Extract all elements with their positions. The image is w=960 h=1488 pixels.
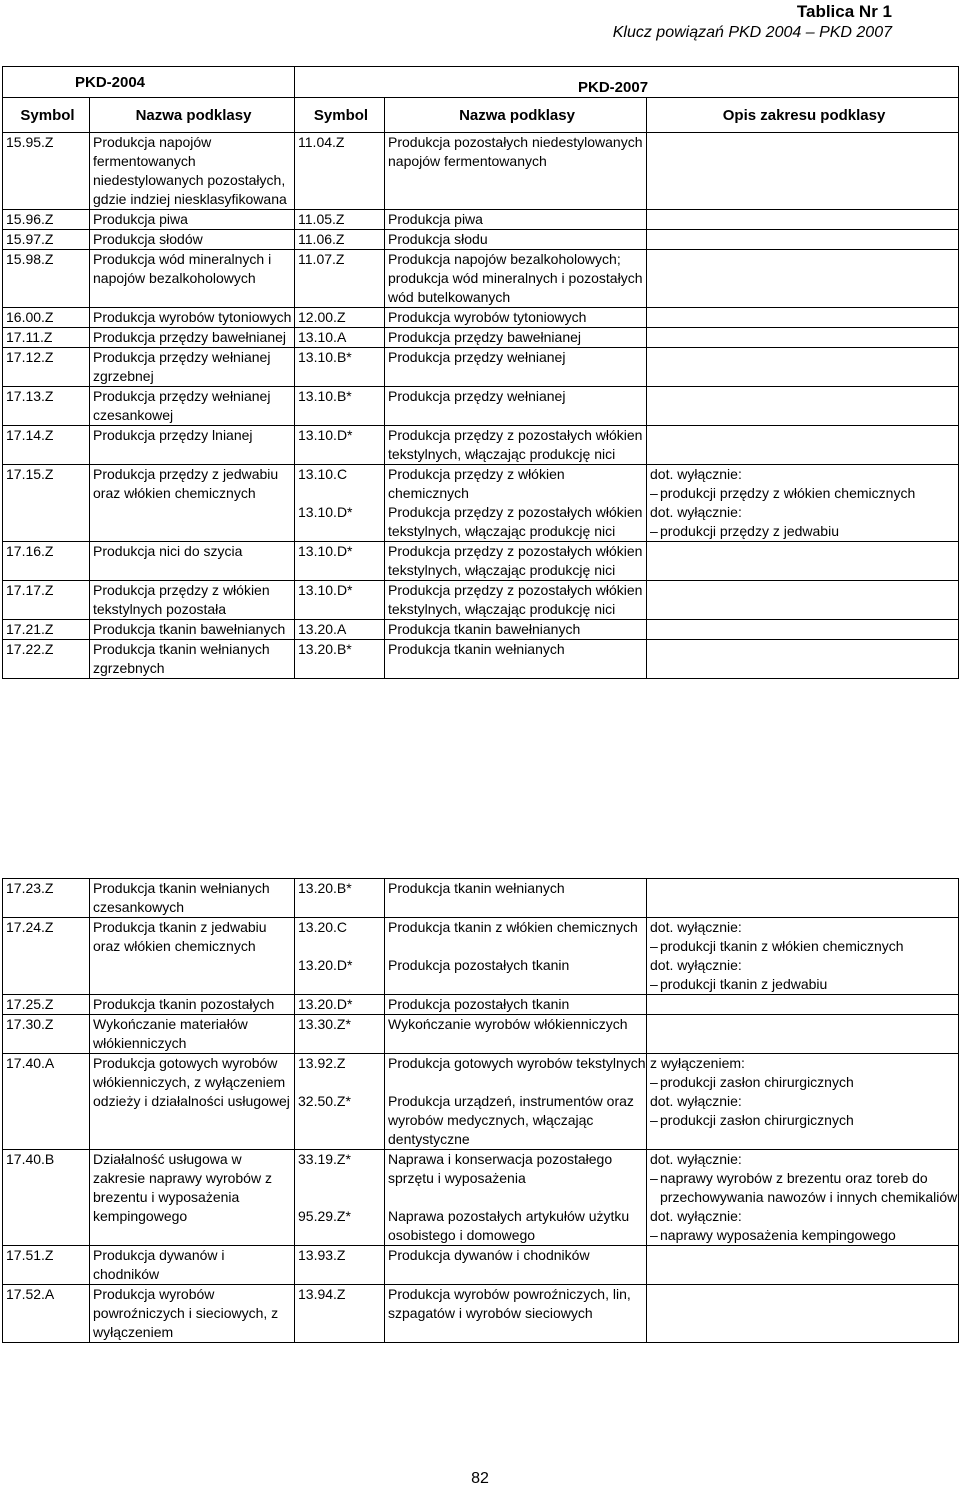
pkd-mapping-table [2, 66, 959, 679]
pkd2004-symbol: 17.13.Z [3, 387, 90, 426]
pkd2004-symbol: 17.15.Z [3, 465, 90, 542]
pkd2007-symbol: 13.10.D* [295, 503, 385, 542]
scope-description [647, 1285, 959, 1343]
pkd2007-name: Produkcja wyrobów powroźniczych, lin, szpagatów i wyrobów sieciowych [385, 1285, 647, 1343]
pkd2007-symbol: 13.20.D* [295, 956, 385, 995]
pkd2007-name: Naprawa i konserwacja pozostałego sprzętu i wyposażenia [385, 1150, 647, 1208]
pkd2004-name: Produkcja tkanin z jedwabiu oraz włókien chemicznych [90, 918, 295, 995]
scope-description [647, 426, 959, 465]
pkd2007-symbol: 13.10.C [295, 465, 385, 504]
table-row [3, 210, 959, 230]
scope-description [647, 581, 959, 620]
pkd2007-name: Produkcja gotowych wyrobów tekstylnych [385, 1054, 647, 1093]
pkd2007-symbol: 13.20.C [295, 918, 385, 957]
pkd2007-name: Produkcja przędzy bawełnianej [385, 328, 647, 348]
col-header-name-2007: Nazwa podklasy [385, 98, 647, 133]
table-row [3, 879, 959, 918]
scope-qualifier: z wyłączeniem: [650, 1055, 745, 1071]
pkd2007-symbol: 13.92.Z [295, 1054, 385, 1093]
pkd2007-symbol: 13.94.Z [295, 1285, 385, 1343]
document-title-block [613, 2, 892, 44]
pkd2004-symbol: 17.52.A [3, 1285, 90, 1343]
pkd2007-symbol: 11.05.Z [295, 210, 385, 230]
pkd2007-name: Produkcja przędzy z pozostałych włókien tekstylnych, włączając produkcję nici [385, 542, 647, 581]
pkd2007-name: Produkcja piwa [385, 210, 647, 230]
pkd2007-name: Produkcja pozostałych tkanin [385, 956, 647, 995]
scope-description [647, 465, 959, 504]
table-row [3, 620, 959, 640]
pkd2007-name: Produkcja napojów bezalkoholowych; produkcja wód mineralnych i pozostałych wód butelkowanych [385, 250, 647, 308]
scope-qualifier: dot. wyłącznie: [650, 1208, 742, 1224]
pkd2004-symbol: 17.22.Z [3, 640, 90, 679]
scope-item: – produkcji zasłon chirurgicznych [650, 1073, 958, 1092]
scope-qualifier: dot. wyłącznie: [650, 957, 742, 973]
pkd2007-name: Produkcja pozostałych tkanin [385, 995, 647, 1015]
pkd2004-name: Produkcja piwa [90, 210, 295, 230]
pkd2004-name: Produkcja tkanin wełnianych zgrzebnych [90, 640, 295, 679]
pkd2004-name: Produkcja przędzy wełnianej czesankowej [90, 387, 295, 426]
scope-qualifier: dot. wyłącznie: [650, 1151, 742, 1167]
pkd2007-symbol: 13.20.D* [295, 995, 385, 1015]
pkd2007-name: Produkcja urządzeń, instrumentów oraz wyrobów medycznych, włączając dentystyczne [385, 1092, 647, 1150]
pkd2007-name: Produkcja przędzy z pozostałych włókien tekstylnych, włączając produkcję nici [385, 503, 647, 542]
pkd2007-symbol: 13.10.B* [295, 348, 385, 387]
col-header-symbol-2004: Symbol [3, 98, 90, 133]
pkd2007-name: Produkcja tkanin wełnianych [385, 879, 647, 918]
scope-description [647, 918, 959, 957]
pkd2004-symbol: 17.11.Z [3, 328, 90, 348]
scope-description [647, 133, 959, 210]
pkd2004-symbol: 17.40.A [3, 1054, 90, 1150]
col-header-name-2004: Nazwa podklasy [90, 98, 295, 133]
table-row [3, 1285, 959, 1343]
pkd2007-symbol: 13.20.B* [295, 640, 385, 679]
pkd2007-symbol: 11.07.Z [295, 250, 385, 308]
pkd2004-name: Produkcja tkanin pozostałych [90, 995, 295, 1015]
pkd2007-symbol: 11.06.Z [295, 230, 385, 250]
pkd2004-name: Produkcja tkanin bawełnianych [90, 620, 295, 640]
scope-item: – naprawy wyrobów z brezentu oraz toreb do przechowywania nawozów i innych chemikaliów [650, 1169, 958, 1207]
table-row [3, 250, 959, 308]
pkd2007-name: Produkcja tkanin z włókien chemicznych [385, 918, 647, 957]
scope-qualifier: dot. wyłącznie: [650, 504, 742, 520]
scope-description [647, 328, 959, 348]
pkd2004-name: Wykończanie materiałów włókienniczych [90, 1015, 295, 1054]
table-row [3, 1150, 959, 1208]
pkd2007-name: Produkcja tkanin bawełnianych [385, 620, 647, 640]
pkd2004-name: Produkcja przędzy lnianej [90, 426, 295, 465]
pkd2004-symbol: 17.24.Z [3, 918, 90, 995]
table-row [3, 426, 959, 465]
scope-description [647, 956, 959, 995]
pkd2007-symbol: 13.30.Z* [295, 1015, 385, 1054]
scope-description [647, 1092, 959, 1150]
table-row [3, 542, 959, 581]
pkd2007-name: Produkcja przędzy z włókien chemicznych [385, 465, 647, 504]
pkd2007-symbol: 11.04.Z [295, 133, 385, 210]
pkd2004-symbol: 17.14.Z [3, 426, 90, 465]
scope-description [647, 879, 959, 918]
pkd2004-name: Produkcja gotowych wyrobów włókienniczych, z wyłączeniem odzieży i działalności usługowej [90, 1054, 295, 1150]
table-row [3, 1015, 959, 1054]
scope-item: – naprawy wyposażenia kempingowego [650, 1226, 958, 1245]
group-header-2004: PKD-2004 [3, 67, 295, 98]
scope-description [647, 640, 959, 679]
scope-item: – produkcji zasłon chirurgicznych [650, 1111, 958, 1130]
scope-description [647, 1015, 959, 1054]
scope-description [647, 503, 959, 542]
pkd2004-name: Działalność usługowa w zakresie naprawy wyrobów z brezentu i wyposażenia kempingowego [90, 1150, 295, 1246]
table-row [3, 308, 959, 328]
pkd2004-symbol: 17.51.Z [3, 1246, 90, 1285]
table-body-2 [3, 879, 959, 1343]
pkd2007-name: Produkcja tkanin wełnianych [385, 640, 647, 679]
pkd-mapping-table-continued [2, 878, 959, 1343]
table-row [3, 387, 959, 426]
col-header-description: Opis zakresu podklasy [647, 98, 959, 133]
scope-description [647, 387, 959, 426]
pkd2004-name: Produkcja przędzy z włókien tekstylnych pozostała [90, 581, 295, 620]
pkd2007-symbol: 13.10.D* [295, 426, 385, 465]
pkd2004-name: Produkcja słodów [90, 230, 295, 250]
pkd2007-name: Produkcja przędzy wełnianej [385, 387, 647, 426]
pkd2004-name: Produkcja wyrobów tytoniowych [90, 308, 295, 328]
pkd2004-symbol: 17.40.B [3, 1150, 90, 1246]
table-row [3, 995, 959, 1015]
pkd2004-name: Produkcja przędzy bawełnianej [90, 328, 295, 348]
pkd2007-symbol: 33.19.Z* [295, 1150, 385, 1208]
pkd2004-name: Produkcja przędzy z jedwabiu oraz włókien chemicznych [90, 465, 295, 542]
pkd2007-name: Produkcja wyrobów tytoniowych [385, 308, 647, 328]
header-row-columns [3, 98, 959, 133]
header-row-groups [3, 67, 959, 98]
table-row [3, 230, 959, 250]
pkd2007-name: Naprawa pozostałych artykułów użytku osobistego i domowego [385, 1207, 647, 1246]
pkd2007-name: Produkcja przędzy z pozostałych włókien tekstylnych, włączając produkcję nici [385, 426, 647, 465]
pkd2004-name: Produkcja wyrobów powroźniczych i sieciowych, z wyłączeniem [90, 1285, 295, 1343]
pkd2004-symbol: 17.12.Z [3, 348, 90, 387]
pkd2007-symbol: 13.10.D* [295, 542, 385, 581]
table-row [3, 581, 959, 620]
pkd2004-symbol: 17.25.Z [3, 995, 90, 1015]
pkd2007-name: Produkcja słodu [385, 230, 647, 250]
pkd2007-symbol: 95.29.Z* [295, 1207, 385, 1246]
pkd2004-symbol: 15.96.Z [3, 210, 90, 230]
page-number: 82 [471, 1470, 489, 1487]
scope-description [647, 250, 959, 308]
pkd2004-symbol: 15.98.Z [3, 250, 90, 308]
scope-description [647, 210, 959, 230]
scope-item: – produkcji tkanin z jedwabiu [650, 975, 958, 994]
pkd2007-symbol: 13.10.D* [295, 581, 385, 620]
scope-description [647, 995, 959, 1015]
pkd2007-name: Produkcja pozostałych niedestylowanych napojów fermentowanych [385, 133, 647, 210]
pkd2007-symbol: 12.00.Z [295, 308, 385, 328]
table-row [3, 640, 959, 679]
pkd2004-symbol: 17.16.Z [3, 542, 90, 581]
scope-description [647, 1150, 959, 1208]
pkd2004-symbol: 15.97.Z [3, 230, 90, 250]
table-subtitle: Klucz powiązań PKD 2004 – PKD 2007 [612, 24, 892, 41]
pkd2007-name: Produkcja dywanów i chodników [385, 1246, 647, 1285]
scope-qualifier: dot. wyłącznie: [650, 919, 742, 935]
group-header-2007: PKD-2007 [295, 67, 959, 98]
pkd2004-name: Produkcja nici do szycia [90, 542, 295, 581]
pkd2007-symbol: 13.93.Z [295, 1246, 385, 1285]
table-row [3, 348, 959, 387]
pkd2004-symbol: 17.30.Z [3, 1015, 90, 1054]
scope-description [647, 1246, 959, 1285]
pkd2007-symbol: 13.10.A [295, 328, 385, 348]
table-row [3, 918, 959, 957]
pkd2007-name: Produkcja przędzy wełnianej [385, 348, 647, 387]
pkd2004-symbol: 17.17.Z [3, 581, 90, 620]
pkd2007-symbol: 13.10.B* [295, 387, 385, 426]
pkd2004-symbol: 15.95.Z [3, 133, 90, 210]
scope-item: – produkcji przędzy z włókien chemicznych [650, 484, 958, 503]
pkd2004-symbol: 17.23.Z [3, 879, 90, 918]
table-row [3, 133, 959, 210]
col-header-symbol-2007: Symbol [295, 98, 385, 133]
scope-description [647, 308, 959, 328]
pkd2004-name: Produkcja napojów fermentowanych niedestylowanych pozostałych, gdzie indziej niesklasyfikowana [90, 133, 295, 210]
pkd2004-name: Produkcja dywanów i chodników [90, 1246, 295, 1285]
table-row [3, 328, 959, 348]
pkd2004-name: Produkcja przędzy wełnianej zgrzebnej [90, 348, 295, 387]
table-row [3, 1246, 959, 1285]
scope-description [647, 348, 959, 387]
table-row [3, 465, 959, 504]
scope-description [647, 620, 959, 640]
table-row [3, 1054, 959, 1093]
scope-item: – produkcji przędzy z jedwabiu [650, 522, 958, 541]
pkd2007-name: Produkcja przędzy z pozostałych włókien tekstylnych, włączając produkcję nici [385, 581, 647, 620]
table-body-1 [3, 133, 959, 679]
scope-description [647, 542, 959, 581]
scope-item: – produkcji tkanin z włókien chemicznych [650, 937, 958, 956]
pkd2007-name: Wykończanie wyrobów włókienniczych [385, 1015, 647, 1054]
scope-qualifier: dot. wyłącznie: [650, 466, 742, 482]
pkd2004-name: Produkcja wód mineralnych i napojów bezalkoholowych [90, 250, 295, 308]
scope-description [647, 1054, 959, 1093]
pkd2004-symbol: 16.00.Z [3, 308, 90, 328]
pkd2007-symbol: 13.20.A [295, 620, 385, 640]
table-number: Tablica Nr 1 [796, 2, 892, 21]
pkd2004-name: Produkcja tkanin wełnianych czesankowych [90, 879, 295, 918]
pkd2007-symbol: 13.20.B* [295, 879, 385, 918]
scope-description [647, 1207, 959, 1246]
scope-qualifier: dot. wyłącznie: [650, 1093, 742, 1109]
pkd2004-symbol: 17.21.Z [3, 620, 90, 640]
scope-description [647, 230, 959, 250]
pkd2007-symbol: 32.50.Z* [295, 1092, 385, 1150]
